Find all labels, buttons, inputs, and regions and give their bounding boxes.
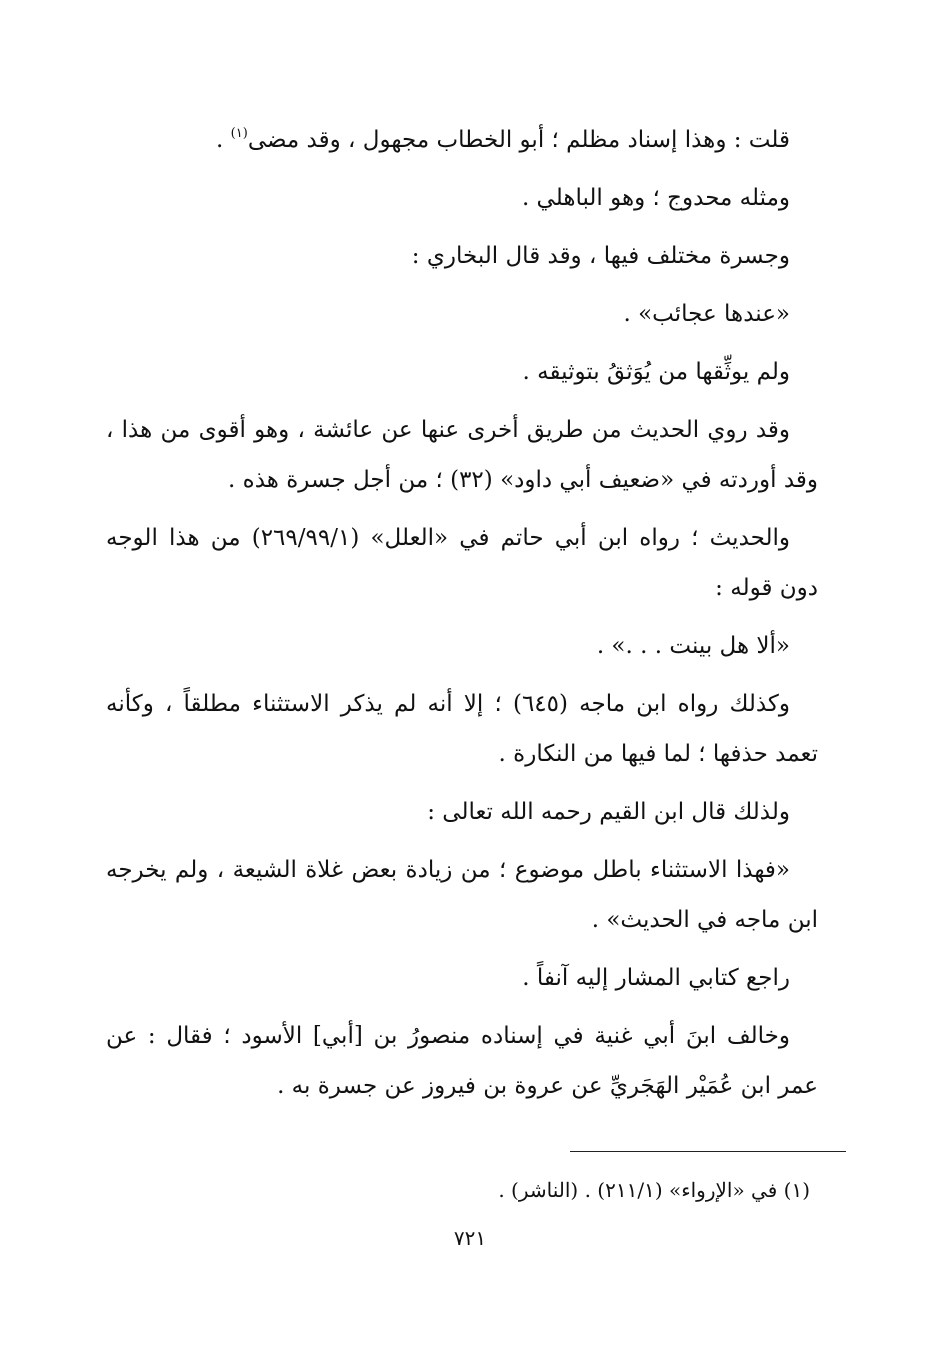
paragraph-5: ولم يوثِّقها من يُوَثقُ بتوثيقه . xyxy=(522,359,790,385)
paragraph-2: ومثله محدوج ؛ وهو الباهلي . xyxy=(521,185,790,211)
paragraph-12: راجع كتابي المشار إليه آنفاً . xyxy=(522,965,790,991)
paragraph-13: وخالف ابنَ أبي غنية في إسناده منصورُ بن [أبي] الأسود ؛ فقال : عن عمر ابن عُمَيْر الهَجَريِّ عن عروة بن فيروز عن جسرة به . xyxy=(106,1023,818,1099)
paragraph-8-quote: «ألا هل بينت . . .» . xyxy=(596,633,790,659)
paragraph-1-tail: . xyxy=(216,127,231,153)
paragraph-6: وقد روي الحديث من طريق أخرى عنها عن عائشة ، وهو أقوى من هذا ، وقد أوردته في «ضعيف أبي داود» (٣٢) ؛ من أجل جسرة هذه . xyxy=(106,417,818,493)
paragraph-7: والحديث ؛ رواه ابن أبي حاتم في «العلل» (٢٦٩/٩٩/١) من هذا الوجه دون قوله : xyxy=(106,525,818,601)
page-body xyxy=(106,115,818,1111)
paragraph-3: وجسرة مختلف فيها ، وقد قال البخاري : xyxy=(411,243,790,269)
paragraph-4-quote: «عندها عجائب» . xyxy=(623,301,790,327)
paragraph-11-quote: «فهذا الاستثناء باطل موضوع ؛ من زيادة بعض غلاة الشيعة ، ولم يخرجه ابن ماجه في الحديث» . xyxy=(106,857,818,933)
footnote-marker[interactable]: (١) xyxy=(230,126,248,141)
paragraph-1 xyxy=(106,115,818,165)
paragraph-1-text: قلت : وهذا إسناد مظلم ؛ أبو الخطاب مجهول ، وقد مضى xyxy=(247,127,790,153)
paragraph-10: ولذلك قال ابن القيم رحمه الله تعالى : xyxy=(427,799,790,825)
page-number: ٧٢١ xyxy=(453,1226,487,1250)
footnote-divider xyxy=(570,1151,846,1152)
footnote: (١) في «الإرواء» (٢١١/١) . (الناشر) . xyxy=(498,1178,810,1202)
paragraph-9: وكذلك رواه ابن ماجه (٦٤٥) ؛ إلا أنه لم يذكر الاستثناء مطلقاً ، وكأنه تعمد حذفها ؛ لما فيها من النكارة . xyxy=(106,691,818,767)
